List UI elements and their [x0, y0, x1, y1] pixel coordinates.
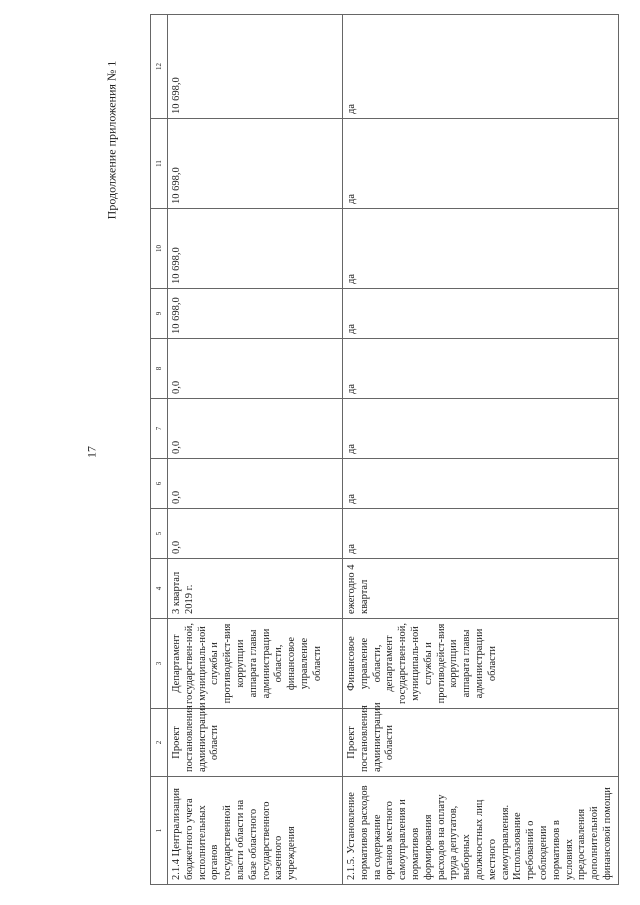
value-cell: да [343, 289, 619, 339]
value-cell: 10 698,0 [168, 119, 343, 209]
value-cell: 0,0 [168, 339, 343, 399]
value-cell: 0,0 [168, 459, 343, 509]
header-cell: 1 [151, 777, 168, 885]
header-cell: 12 [151, 15, 168, 119]
header-cell: 6 [151, 459, 168, 509]
header-cell: 2 [151, 709, 168, 777]
header-cell: 3 [151, 619, 168, 709]
header-row [151, 15, 168, 885]
value-cell: да [343, 509, 619, 559]
value-cell: 10 698,0 [168, 289, 343, 339]
measure-cell: 2.1.5. Установление нормативов расходов на содержание органов местного самоуправления и нормативов формирования расходов на оплату труда депутатов, выборных должностных лиц местного самоуправления. Использование требований о соблюдении нормативов в условиях предоставления дополнительной финансовой помощи [343, 777, 619, 885]
value-cell: да [343, 15, 619, 119]
value-cell: да [343, 209, 619, 289]
value-cell: 10 698,0 [168, 209, 343, 289]
value-cell: 0,0 [168, 399, 343, 459]
page-number: 17 [84, 446, 99, 458]
value-cell: да [343, 459, 619, 509]
header-cell: 4 [151, 559, 168, 619]
executor-cell: Департамент государствен-ной, муниципаль-ной службы и противодейст-вия коррупции аппарата главы администрации области, финансовое управление области [168, 619, 343, 709]
table-row [168, 15, 343, 885]
header-cell: 11 [151, 119, 168, 209]
rotated-table-container [150, 15, 613, 885]
measure-cell: 2.1.4 Централизация бюджетного учета исполнительных органов государственной власти области на базе областного государственного казенного учреждения [168, 777, 343, 885]
value-cell: да [343, 339, 619, 399]
header-cell: 5 [151, 509, 168, 559]
deadline-cell: ежегодно 4 квартал [343, 559, 619, 619]
header-cell: 9 [151, 289, 168, 339]
deadline-cell: 3 квартал 2019 г. [168, 559, 343, 619]
page-caption: Продолжение приложения № 1 [104, 60, 119, 220]
table-row [343, 15, 619, 885]
value-cell: 10 698,0 [168, 15, 343, 119]
document-cell: Проект постановления администрации области [168, 709, 343, 777]
header-cell: 8 [151, 339, 168, 399]
plan-table [150, 14, 619, 885]
value-cell: 0,0 [168, 509, 343, 559]
header-cell: 7 [151, 399, 168, 459]
value-cell: да [343, 119, 619, 209]
header-cell: 10 [151, 209, 168, 289]
document-cell: Проект постановления администрации области [343, 709, 619, 777]
executor-cell: Финансовое управление области, департамент государствен-ной, муниципаль-ной службы и противодейст-вия коррупции аппарата главы администрации области [343, 619, 619, 709]
value-cell: да [343, 399, 619, 459]
